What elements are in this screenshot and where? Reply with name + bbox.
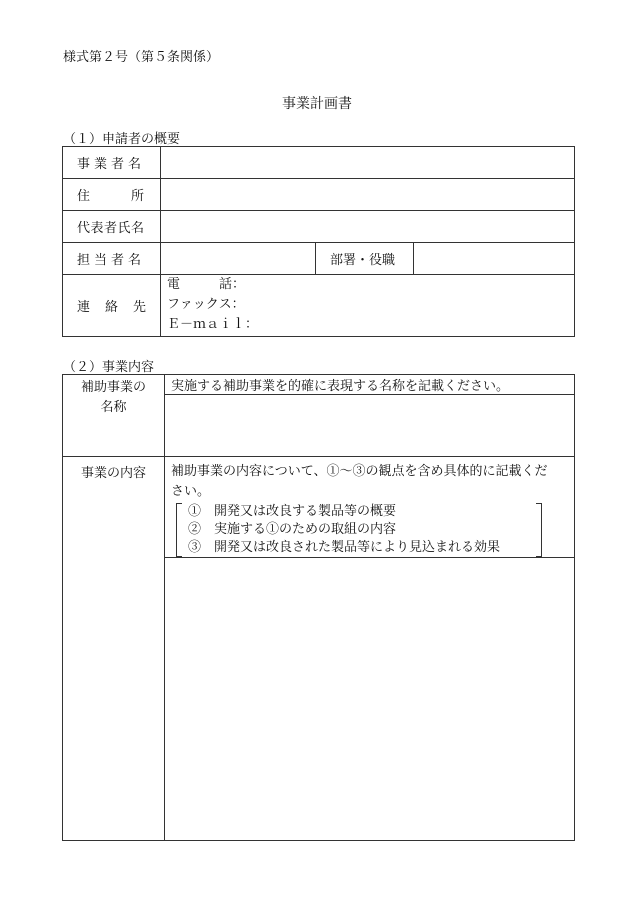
project-name-label-line-1: 補助事業の — [80, 380, 146, 395]
project-name-field[interactable] — [165, 395, 575, 457]
applicant-overview-table — [62, 146, 575, 337]
representative-field[interactable] — [161, 211, 575, 243]
representative-label: 代表者氏名 — [63, 211, 161, 243]
row-project-name-instruction — [63, 375, 575, 395]
contact-label-char-1: 連 — [77, 300, 91, 315]
fax-label: ファックス： — [167, 297, 245, 312]
department-field[interactable] — [414, 243, 575, 275]
project-name-label — [63, 375, 165, 457]
document-title: 事業計画書 — [282, 96, 352, 112]
point-3: ③ 開発又は改良された製品等により見込まれる効果 — [188, 540, 501, 555]
business-name-label: 事業者名 — [63, 147, 161, 179]
address-field[interactable] — [161, 179, 575, 211]
content-instruction-line-1: 補助事業の内容について、①～③の観点を含め具体的に記載くだ — [171, 464, 548, 479]
section2-heading: （２）事業内容 — [63, 360, 155, 375]
point-1: ① 開発又は改良する製品等の概要 — [188, 504, 397, 519]
row-business-name — [63, 147, 575, 179]
bracket-left — [176, 503, 182, 557]
phone-label: 電 話： — [167, 277, 246, 292]
form-number: 様式第２号（第５条関係） — [63, 50, 220, 65]
row-representative — [63, 211, 575, 243]
person-in-charge-field[interactable] — [161, 243, 316, 275]
row-address — [63, 179, 575, 211]
content-field[interactable] — [165, 558, 575, 841]
address-label-char-1: 住 — [77, 189, 91, 204]
address-label-char-2: 所 — [130, 189, 144, 204]
row-contact — [63, 275, 575, 337]
department-label: 部署・役職 — [316, 243, 414, 275]
address-label — [63, 179, 161, 211]
person-in-charge-label: 担当者名 — [63, 243, 161, 275]
perspectives-bracket — [176, 503, 542, 555]
row-person-in-charge — [63, 243, 575, 275]
contact-label — [63, 275, 161, 337]
contact-label-char-2: 絡 — [104, 300, 118, 315]
section1-heading: （１）申請者の概要 — [63, 132, 181, 147]
contact-field[interactable] — [161, 275, 575, 337]
email-label: Ｅ－ｍａｉｌ： — [167, 317, 259, 332]
bracket-right — [536, 503, 542, 557]
project-content-table — [62, 374, 575, 841]
business-name-field[interactable] — [161, 147, 575, 179]
point-2: ② 実施する①のための取組の内容 — [188, 522, 397, 537]
content-instruction-line-2: さい。 — [171, 484, 211, 499]
contact-label-char-3: 先 — [132, 300, 146, 315]
project-name-label-line-2: 名称 — [100, 400, 127, 415]
project-name-instruction: 実施する補助事業を的確に表現する名称を記載ください。 — [165, 375, 575, 395]
content-label: 事業の内容 — [63, 457, 165, 841]
